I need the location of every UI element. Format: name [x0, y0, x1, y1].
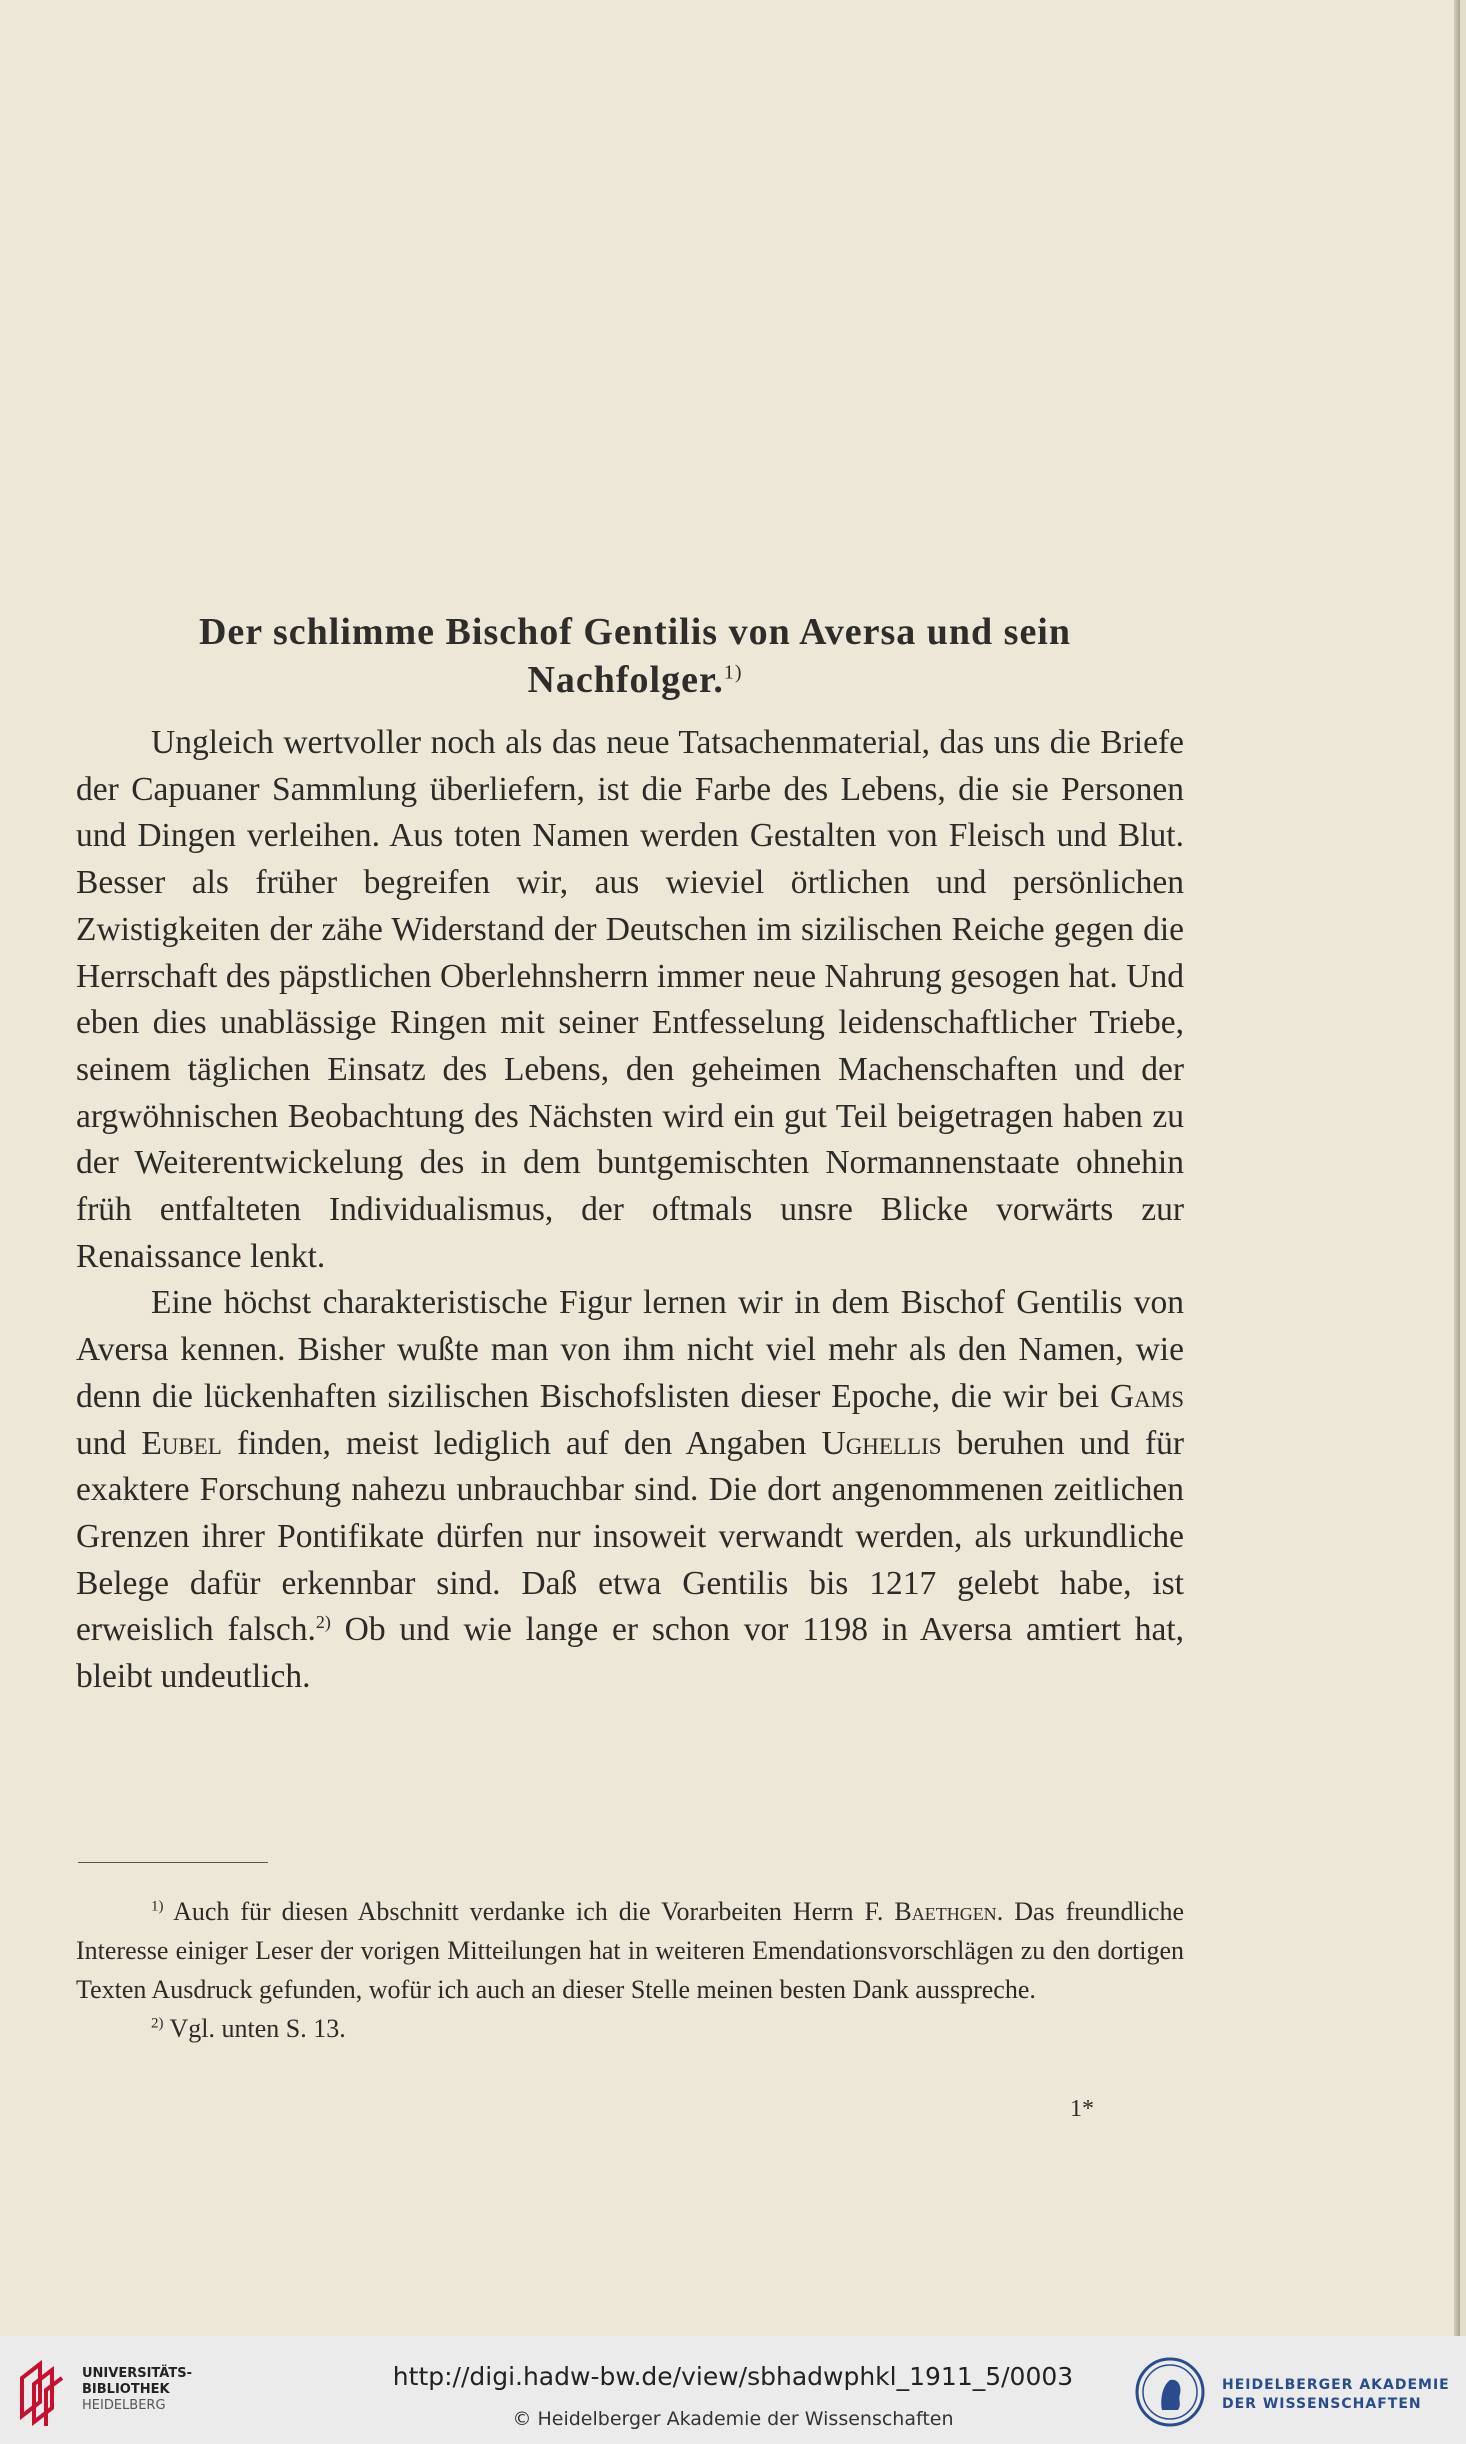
- academy-line-2: DER WISSENSCHAFTEN: [1222, 2396, 1422, 2412]
- signature-mark: 1*: [1070, 2096, 1094, 2122]
- paragraph-2-text-c: finden, meist lediglich auf den Angaben: [236, 1424, 807, 1462]
- paragraph-1: Ungleich wertvoller noch als das neue Tatsachenmaterial, das uns die Briefe der Capuaner Sammlung überliefern, ist die Farbe des Lebens, die sie Personen und Dingen verleihen. Aus toten Namen werden Gestalten von Fleisch und Blut. Besser als früher begreifen wir, aus wieviel örtlichen und persönlichen Zwistigkeiten der zähe Widerstand der Deutschen im sizilischen Reiche gegen die Herrschaft des päpstlichen Oberlehnsherrn immer neue Nahrung gesogen hat. Und eben dies unablässige Ringen mit seiner Entfesselung leidenschaftlicher Triebe, seinem täglichen Einsatz des Lebens, den geheimen Machenschaften und der argwöhnischen Beobachtung des Nächsten wird ein gut Teil beigetragen haben zu der Weiterentwickelung des in dem buntgemischten Normannenstaate ohnehin früh entfalteten Individualismus, der oftmals unsre Blicke vorwärts zur Renaissance lenkt.: [76, 724, 1184, 1275]
- paragraph-2-text-b: und: [76, 1424, 127, 1462]
- footnote-1-marker: 1): [151, 1898, 164, 1915]
- permalink-url[interactable]: http://digi.hadw-bw.de/view/sbhadwphkl_1911_5/0003: [392, 2362, 1074, 2391]
- footnote-2-marker: 2): [151, 2015, 164, 2032]
- academy-line-1: HEIDELBERGER AKADEMIE: [1222, 2377, 1450, 2393]
- page-edge: [1454, 0, 1460, 2336]
- author-name-gams: Gams: [1109, 1377, 1185, 1415]
- academy-seal-icon: [1134, 2356, 1206, 2428]
- author-name-ughellis: Ughellis: [821, 1424, 942, 1462]
- footnotes: [76, 1892, 1184, 2048]
- title-line-2: Nachfolger.: [527, 659, 724, 701]
- footnote-1: $^{1)}$ Auch für diesen Abschnitt verdanke ich die Vorarbeiten Herrn F. Baethgen. Das freundliche Interesse einiger Leser der vorigen Mitteilungen hat in weiteren Emendationsvorschlägen zu den dortigen Texten Ausdruck gefunden, wofür ich auch an dieser Stelle meinen besten Dank ausspreche.: [76, 1897, 1184, 2004]
- library-line-3: HEIDELBERG: [82, 2398, 166, 2413]
- paragraph-2-text-d: beruhen und für exaktere Forschung nahezu unbrauchbar sind. Die dort angenommenen zeitlichen Grenzen ihrer Pontifikate dürfen nur insoweit verwandt werden, als urkundliche Belege dafür erkennbar sind. Daß etwa Gentilis bis 1217 gelebt habe, ist erweislich falsch.: [76, 1424, 1184, 1649]
- academy-name: [1222, 2376, 1450, 2414]
- author-name-eubel: Eubel: [141, 1424, 222, 1462]
- paragraph-2-text-a: Eine höchst charakteristische Figur lernen wir in dem Bischof Gentilis von Aversa kennen. Bisher wußte man von ihm nicht viel mehr als den Namen, wie denn die lückenhaften sizilischen Bischofslisten dieser Epoche, die wir bei: [76, 1284, 1184, 1415]
- viewer-footer: [0, 2336, 1466, 2444]
- footnote-separator: [78, 1862, 268, 1863]
- body-text: [76, 720, 1184, 1701]
- title-footnote-marker: 1): [723, 661, 743, 684]
- footnote-marker-2: 2): [315, 1612, 331, 1633]
- library-line-2: BIBLIOTHEK: [82, 2382, 170, 2397]
- article-title: [70, 608, 1200, 704]
- paragraph-2: [76, 1280, 1184, 1700]
- footnote-1-text: Auch für diesen Abschnitt verdanke ich die Vorarbeiten Herrn F.: [173, 1897, 884, 1926]
- footnote-1-rest: Das freundliche Interesse einiger Leser der vorigen Mitteilungen hat in weiteren Emendationsvorschlägen zu den dortigen Texten Ausdruck gefunden, wofür ich auch an dieser Stelle meinen besten Dank ausspreche.: [76, 1897, 1184, 2004]
- paragraph-2-text-e: Ob und wie lange er schon vor 1198 in Aversa amtiert hat, bleibt undeutlich.: [76, 1611, 1184, 1696]
- title-line-1: Der schlimme Bischof Gentilis von Aversa und sein: [198, 611, 1071, 653]
- footnote-2: [76, 2009, 1184, 2048]
- copyright-notice: © Heidelberger Akademie der Wissenschaften: [512, 2408, 954, 2430]
- footnote-2-text: Vgl. unten S. 13.: [169, 2014, 346, 2043]
- footnote-1-name: Baethgen: [894, 1897, 997, 1926]
- library-line-1: UNIVERSITÄTS-: [82, 2366, 192, 2381]
